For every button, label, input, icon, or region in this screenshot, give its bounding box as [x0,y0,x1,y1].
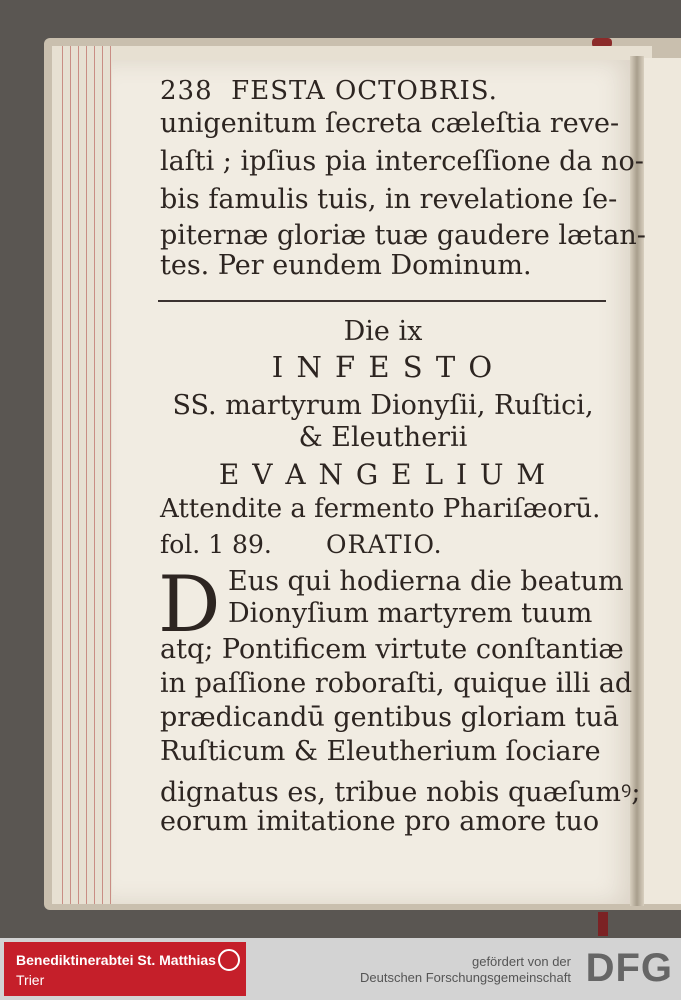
text-line: in paſſione roboraſti, quique illi ad [160,668,633,699]
abbey-emblem-icon [218,949,240,971]
folio-reference: fol. 1 89. [160,530,272,559]
institution-badge[interactable] [4,942,246,996]
text-line: Dionyſium martyrem tuum [228,598,593,629]
footer-bar [0,938,681,1000]
text-line: piternæ gloriæ tuæ gaudere lætan- [160,220,646,251]
page-number: 238 [160,76,213,106]
funding-line-1: gefördert von der [471,954,571,969]
running-title: FESTA OCTOBRIS. [231,76,498,106]
eleutherius-line: & Eleutherii [298,422,468,453]
text-line: atq; Pontificem virtute conſtantiæ [160,634,624,665]
institution-city: Trier [16,972,45,988]
day-heading: Die ix [343,316,423,347]
funding-text [360,954,571,986]
text-line: prædicandū gentibus gloriam tuā [160,702,619,733]
text-line: dignatus es, tribue nobis quæſumꝰ; [160,777,641,808]
section-rule [158,300,606,302]
gospel-incipit: Attendite a fermento Phariſæorū. [160,494,601,524]
text-line: eorum imitatione pro amore tuo [160,806,600,837]
text-line: Ruſticum & Eleutherium ſociare [160,736,601,767]
text-line: laſti ; ipſius pia interceſſione da no- [160,146,644,177]
drop-cap: D [158,560,221,650]
martyrs-line: SS. martyrum Dionyſii, Ruſtici, [172,390,594,421]
evangelium-heading: E V A N G E L I U M [218,458,548,491]
text-line: Eus qui hodierna die beatum [228,566,624,597]
funding-line-2: Deutschen Forschungsgemeinschaft [359,970,571,985]
text-line: unigenitum ſecreta cæleſtia reve- [160,108,620,139]
text-line: tes. Per eundem Dominum. [160,250,532,281]
dfg-logo[interactable]: DFG [585,946,673,990]
institution-name: Benediktinerabtei St. Matthias [16,952,216,968]
oratio-heading: ORATIO. [326,530,443,559]
text-line: bis famulis tuis, in revelatione ſe- [160,184,618,215]
facing-page-edge [644,58,681,904]
feast-heading: I N F E S T O [271,350,495,384]
ribbon-bookmark [598,912,608,936]
page-header [160,76,498,106]
